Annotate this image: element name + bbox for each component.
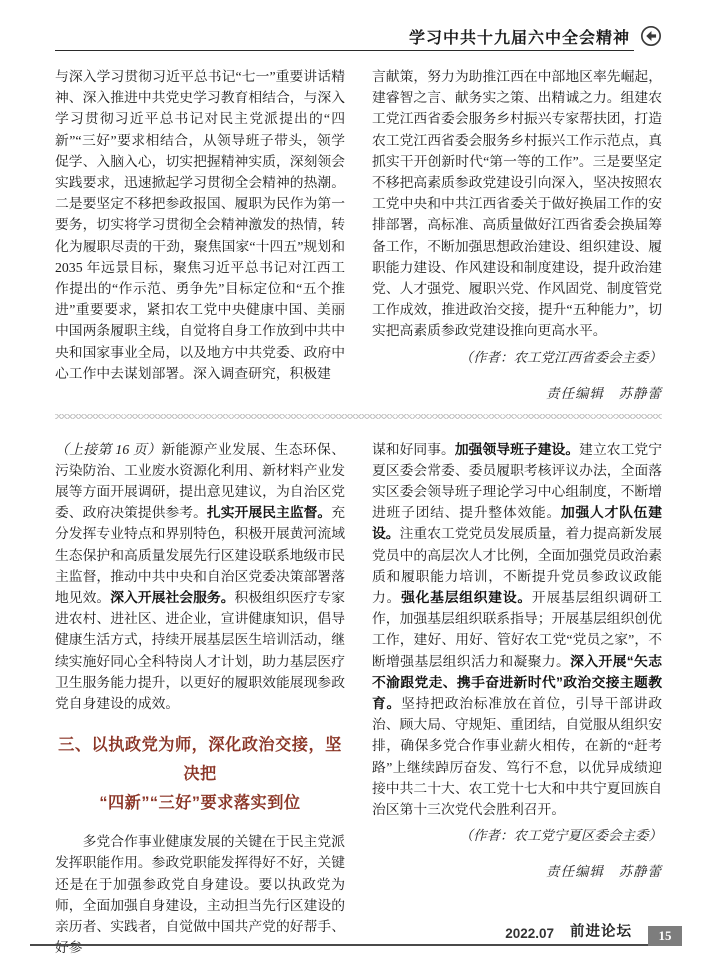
body-text: 与深入学习贯彻习近平总书记“七一”重要讲话精神、深入推进中共党史学习教育相结合，与深入学习贯彻习近平总书记对民主党派提出的“四新”“三好”要求相结合，从领导班子带头，领学促学、入脑入心，切实把握精神实质，深刻领会实践要求，迅速掀起学习贯彻全会精神的热潮。二是要坚定不移把参政报国、履职为民作为第一要务，切实将学习贯彻全会精神激发的热情，转化为履职尽责的干劲，聚焦国家“十四五”规划和 2035 年远景目标，聚焦习近平总书记对江西工作提出的“作示范、勇争先”目标定位和“五个推进”重要要求，紧扣农工党中央健康中国、美丽中国两条履职主线，自觉将自身工作放到中共中央和国家事业全局，以及地方中共党委、政府中心工作中去谋划部署。深入调查研究，积极建 (55, 69, 345, 381)
body-text: 多党合作事业健康发展的关键在于民主党派发挥职能作用。参政党职能发挥得好不好，关键还是在于加强参政党自身建设。要以执政党为师，全面加强自身建设，主动担当先行区建设的亲历者、实践者，自觉做中国共产党的好帮手、好参 (55, 834, 345, 956)
section-heading-line2: “四新”“三好”要求落实到位 (99, 794, 301, 813)
circled-left-arrow-icon (640, 25, 662, 47)
article-ningxia-left-column (55, 439, 345, 959)
header-rule (55, 50, 634, 51)
page-footer (30, 920, 682, 946)
runin-head: 加强领导班子建设。 (454, 441, 580, 457)
author-attribution: （作者：农工党宁夏区委会主委） (459, 828, 662, 844)
responsible-editor: 责任编辑 苏静蕾 (546, 385, 662, 401)
body-segment: 注重农工党党员发展质量，着力提高新发展党员中的高层次人才比例，全面加强党员政治素质和履职能力培训，不断提升党员参政议政能力。 (372, 526, 663, 606)
article-ningxia-right-column (372, 439, 662, 959)
section-heading (55, 731, 345, 818)
body-segment: 建立农工党宁夏区委会常委、委员履职考核评议办法，全面落实区委会领导班子理论学习中心组制度，不断增进班子团结、提升整体效能。 (372, 441, 663, 521)
page-header (55, 24, 662, 51)
body-text (55, 439, 345, 715)
author-attribution: （作者：农工党江西省委会主委） (459, 349, 662, 365)
continued-from-note: （上接第 16 页） (55, 441, 162, 457)
article-ningxia (55, 439, 662, 959)
article-jiangxi-right-column (372, 66, 662, 404)
body-segment: 充分发挥专业特点和界别特色，积极开展黄河流域生态保护和高质量发展先行区建设联系地级市民主监督，推动中共中央和自治区党委决策部署落地见效。 (55, 505, 346, 606)
issue-date: 2022.07 (505, 926, 554, 941)
body-segment: 坚持把政治标准放在首位，引导干部讲政治、顾大局、守规矩、重团结，自觉服从组织安排，确保多党合作事业薪火相传，在新的“赶考路”上继续踔厉奋发、笃行不怠，以优异成绩迎接中共二十大、农工党十七大和中共宁夏回族自治区第十三次党代会胜利召开。 (372, 696, 663, 818)
page-number-badge: 15 (648, 926, 682, 946)
runin-head: 加强人才队伍建设。 (372, 505, 663, 542)
responsible-editor: 责任编辑 苏静蕾 (546, 864, 662, 880)
section-heading-line1: 三、以执政党为师，深化政治交接，坚决把 (58, 736, 342, 784)
body-segment: 积极组织医疗专家进农村、进社区、进企业，宣讲健康知识，倡导健康生活方式，持续开展基层医生培训活动，继续实施好同心全科特岗人才计划，助力基层医疗卫生服务能力提升，以更好的履职效能展现参政党自身建设的成效。 (55, 590, 346, 712)
body-segment: 新能源产业发展、生态环保、污染防治、工业废水资源化利用、新材料产业发展等方面开展调研，提出意见建议，为自治区党委、政府决策提供参考。 (55, 441, 345, 521)
article-jiangxi-left-column (55, 66, 345, 404)
section-divider (55, 414, 662, 419)
body-segment: 开展基层组织调研工作，加强基层组织联系指导；开展基层组织创优工作，建好、用好、管好农工党“党员之家”，不断增强基层组织活力和凝聚力。 (372, 590, 663, 669)
journal-name: 前进论坛 (570, 924, 632, 940)
runin-head: 深入开展社会服务。 (110, 590, 235, 606)
body-segment: 谋和好同事。 (372, 441, 455, 457)
runin-head: 深入开展“矢志不渝跟党走、携手奋进新时代”政治交接主题教育。 (372, 653, 662, 712)
body-text (372, 439, 662, 821)
article-jiangxi (55, 66, 662, 404)
runin-head: 扎实开展民主监督。 (206, 505, 332, 521)
body-text: 言献策，努力为助推江西在中部地区率先崛起，建睿智之言、献务实之策、出精诚之力。组建农工党江西省委会服务乡村振兴专家帮扶团，打造农工党江西省委会服务乡村振兴工作示范点，真抓实干开创新时代“第一等的工作”。三是要坚定不移把高素质参政党建设引向深入，坚决按照农工党中央和中共江西省委关于做好换届工作的安排部署，高标准、高质量做好江西省委会换届筹备工作，不断加强思想政治建设、组织建设、履职能力建设、作风建设和制度建设，提升政治建党、人才强党、履职兴党、作风固党、制度管党工作成效，推进政治交接，提升“五种能力”，切实把高素质参政党建设推向更高水平。 (372, 69, 662, 339)
runin-head: 强化基层组织建设。 (401, 590, 532, 606)
column-title: 学习中共十九届六中全会精神 (408, 29, 630, 47)
